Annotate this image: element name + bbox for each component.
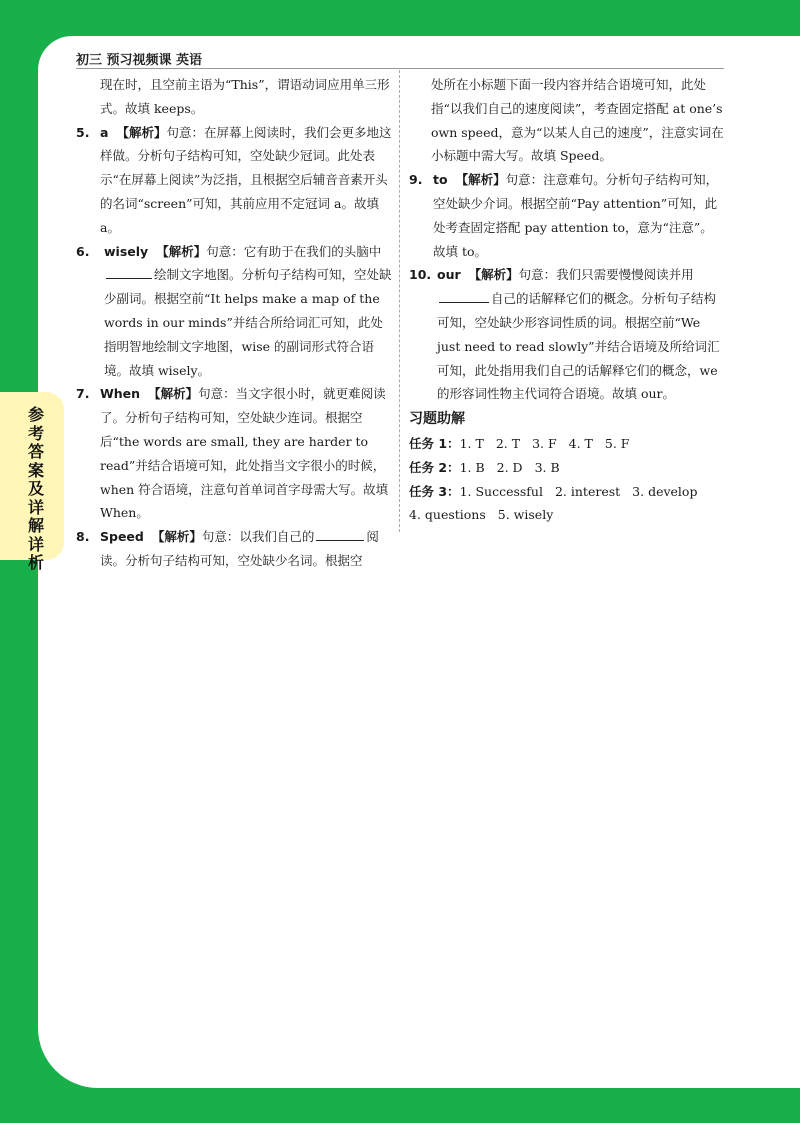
page-header: 初三 预习视频课 英语 (76, 53, 203, 68)
header-rule (76, 68, 724, 69)
item-number: 6. (76, 243, 90, 259)
fill-blank (439, 288, 489, 303)
task-answer: 2. D (496, 459, 523, 475)
task-answer: 2. interest (554, 483, 621, 499)
task-answer: 4. T (568, 435, 593, 451)
column-divider (399, 70, 400, 532)
item-text: 句意：在屏幕上阅读时，我们会更多地这样做。分析句子结构可知，空处缺少冠词。此处表示“在屏幕上阅读”为泛指，且根据空后辅音音素开头的名词“screen”可知，其前应用不定冠词 a。故填 a。 (100, 124, 392, 235)
item-answer: When (100, 386, 141, 402)
answer-item-9 (409, 168, 725, 263)
analysis-tag: 【解析】 (148, 386, 199, 402)
item-text-b: 绘制文字地图。分析句子结构可知，空处缺少副词。根据空前“It helps make a map of the words in our minds”并结合所给词汇可知，此处指明智地绘制文字地图，wise 的副词形式符合语境。故填 wisely。 (104, 267, 392, 378)
answer-item-7 (76, 382, 392, 525)
fill-blank (316, 526, 364, 541)
task-answer: 1. B (459, 459, 485, 475)
section-title: 习题助解 (409, 411, 465, 428)
item-text-b: 自己的话解释它们的概念。分析句子结构可知，空处缺少形容词性质的词。根据空前“We just need to read slowly”并结合语境及所给词汇可知，此处指用我们自己的话解释它们的概念，we 的形容词性物主代词符合语境。故填 our。 (437, 291, 720, 402)
answer-item-10 (409, 263, 725, 406)
task-answer: 3. develop (632, 483, 698, 499)
side-tab (0, 392, 64, 572)
task-answer: 3. F (532, 435, 557, 451)
analysis-tag: 【解析】 (455, 172, 506, 188)
answer-item-8 (76, 525, 392, 573)
item-text: 句意：注意难句。分析句子结构可知，空处缺少介词。根据空前“Pay attention”可知，此处考查固定搭配 pay attention to，意为“注意”。故填 to。 (433, 172, 719, 259)
item-text-a: 句意：以我们自己的 (201, 529, 315, 545)
answer-item-6 (76, 240, 392, 383)
right-continuation: 处所在小标题下面一段内容并结合语境可知，此处指“以我们自己的速度阅读”，考查固定搭配 at one’s own speed，意为“以某人自己的速度”，注意实词在小标题中需大写。故填 Speed。 (431, 77, 724, 164)
item-answer: a (100, 124, 109, 140)
answer-item-5 (76, 121, 392, 240)
left-continuation: 现在时，且空前主语为“This”，谓语动词应用单三形式。故填 keeps。 (100, 77, 390, 116)
task-row-1 (409, 432, 725, 456)
task-answer: 3. B (534, 459, 560, 475)
analysis-tag: 【解析】 (468, 267, 519, 283)
item-number: 7. (76, 386, 90, 402)
task-answer: 5. wisely (497, 507, 554, 523)
task-answer: 1. Successful (459, 483, 543, 499)
analysis-tag: 【解析】 (116, 124, 167, 140)
item-answer: to (433, 172, 448, 188)
item-answer: our (437, 267, 461, 283)
item-number: 5. (76, 124, 90, 140)
task-answer: 4. questions (409, 507, 486, 523)
task-row-2 (409, 456, 725, 480)
task-answer: 1. T (459, 435, 484, 451)
item-text-a: 句意：我们只需要慢慢阅读并用 (518, 267, 694, 283)
side-tab-label: 参考答案及详解详析 (27, 405, 44, 572)
item-number: 9. (409, 172, 423, 188)
item-text: 句意：当文字很小时，就更难阅读了。分析句子结构可知，空处缺少连词。根据空后“the words are small, they are harder to read”并结合语境可知，此处指当文字很小的时候，when 符合语境，注意句首单词首字母需大写。故填 When。 (100, 386, 389, 521)
item-text-b: 阅读。分析句子结构可知，空处缺少名词。根据空 (100, 529, 379, 568)
task-label: 任务 3： (409, 483, 460, 499)
fill-blank (106, 264, 152, 279)
task-label: 任务 1： (409, 435, 460, 451)
analysis-tag: 【解析】 (156, 243, 207, 259)
task-answer: 5. F (604, 435, 630, 451)
left-column (76, 73, 392, 573)
task-label: 任务 2： (409, 459, 460, 475)
right-column (409, 73, 725, 527)
task-row-4 (409, 503, 725, 527)
item-answer: wisely (104, 243, 149, 259)
item-number: 10. (409, 267, 432, 283)
item-text-a: 句意：它有助于在我们的头脑中 (206, 243, 382, 259)
task-answer: 2. T (495, 435, 521, 451)
item-answer: Speed (100, 529, 144, 545)
analysis-tag: 【解析】 (151, 529, 202, 545)
item-number: 8. (76, 529, 90, 545)
task-row-3 (409, 480, 725, 504)
